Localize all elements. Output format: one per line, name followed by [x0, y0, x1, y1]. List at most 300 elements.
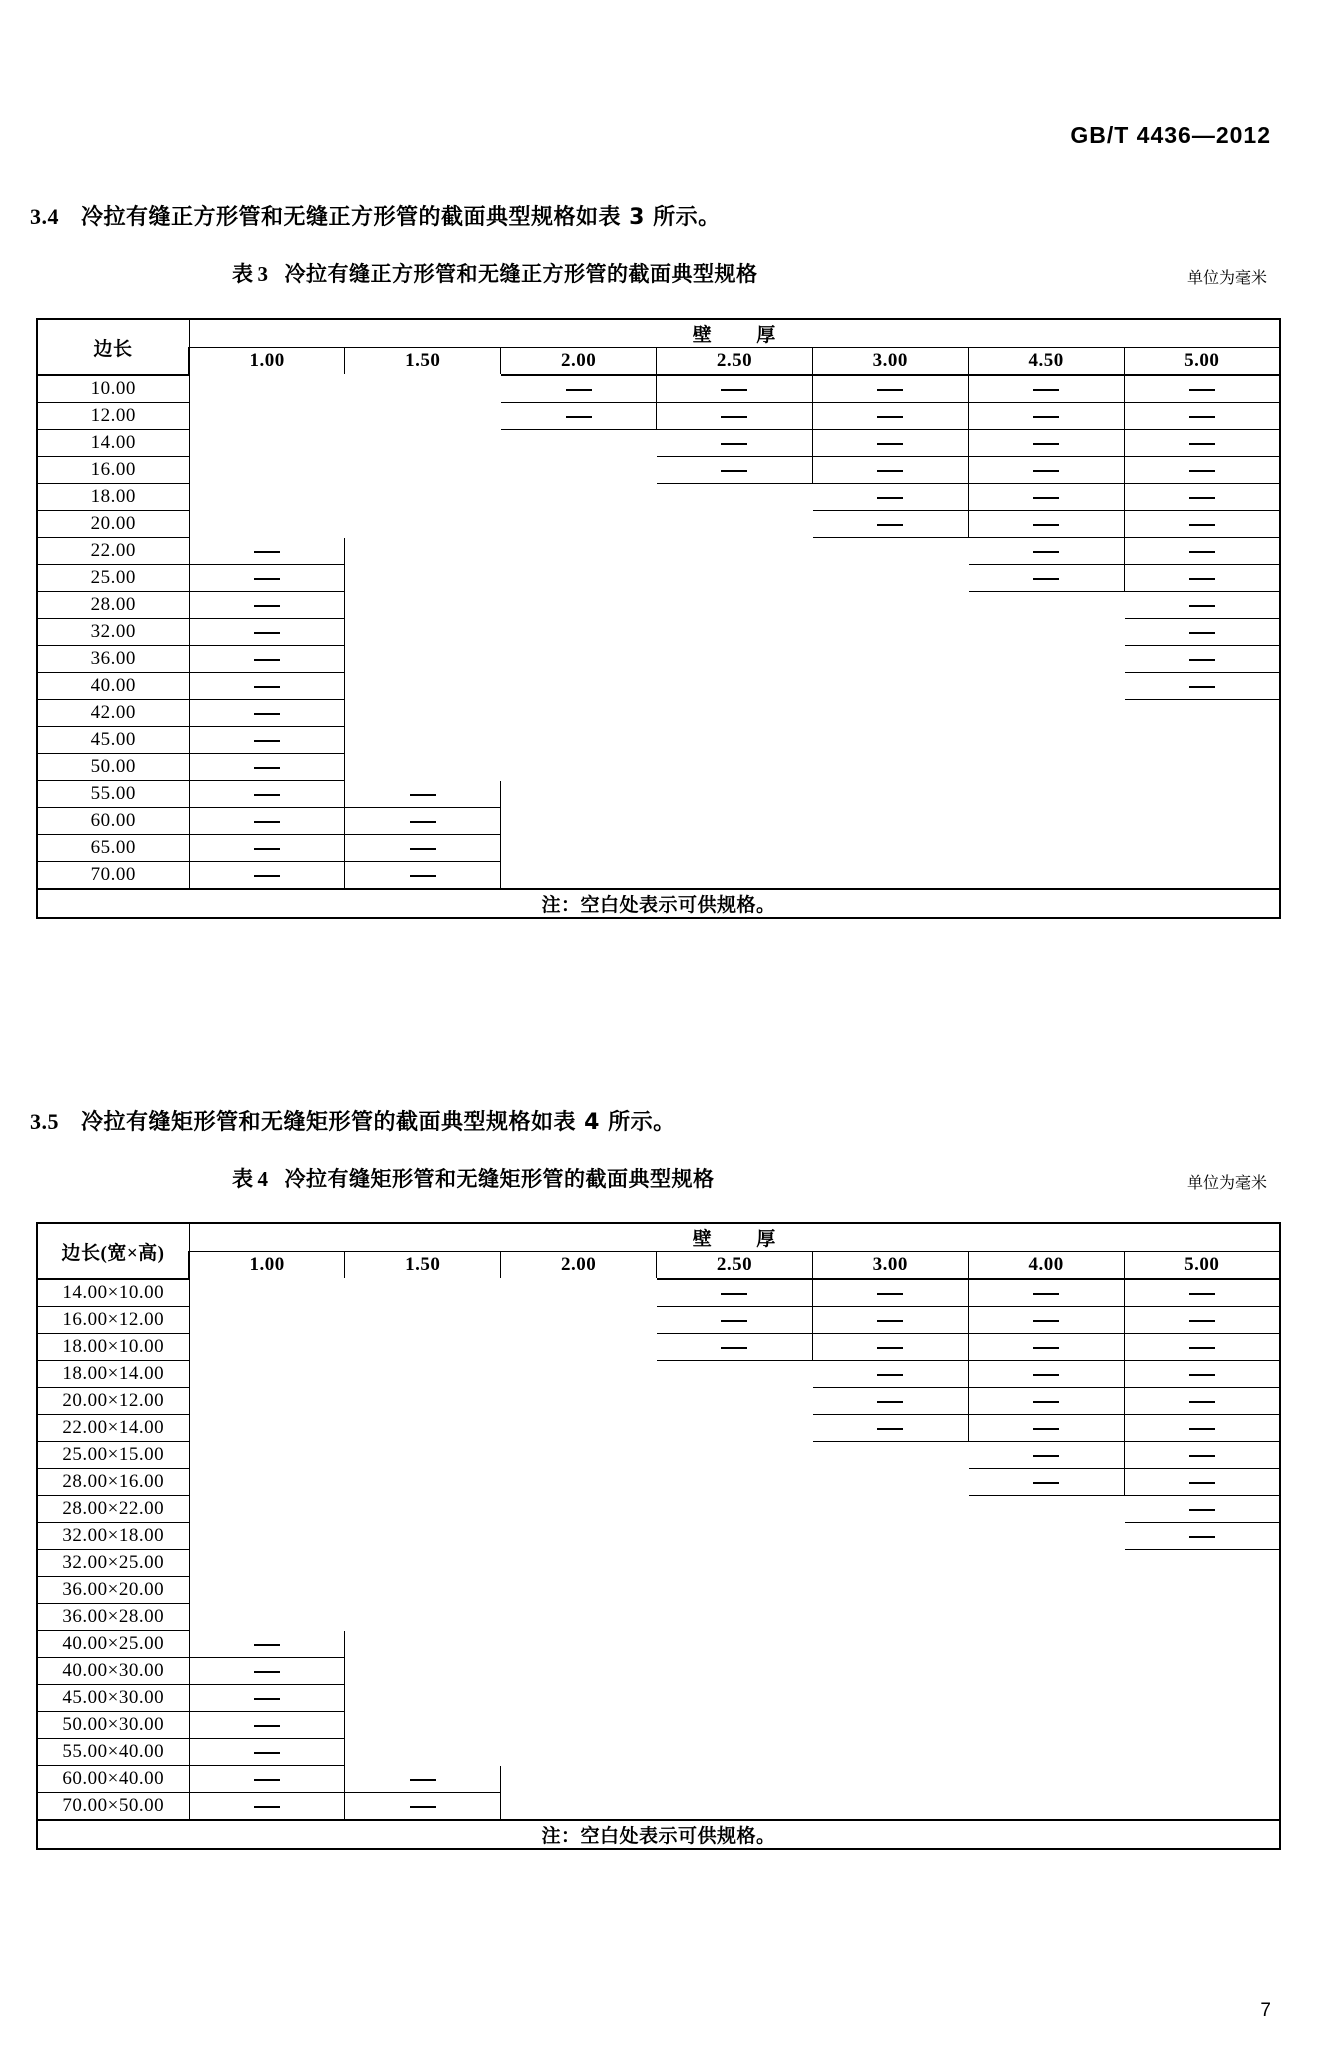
table-3-caption [232, 258, 758, 288]
spec-cell-blank [812, 700, 968, 727]
table-row [37, 403, 1280, 430]
spec-cell-blank [657, 673, 813, 700]
column-header-thickness-1: 1.00 [189, 1252, 345, 1280]
spec-cell-blank [501, 1523, 657, 1550]
spec-cell-available [968, 457, 1124, 484]
spec-cell-blank [345, 1415, 501, 1442]
dash-mark [1033, 416, 1059, 418]
spec-cell-available [812, 430, 968, 457]
spec-cell-blank [657, 781, 813, 808]
spec-cell-available [812, 403, 968, 430]
spec-cell-blank [1124, 1739, 1280, 1766]
row-label: 18.00 [37, 484, 189, 511]
spec-cell-blank [345, 727, 501, 754]
spec-cell-available [1124, 1279, 1280, 1307]
dash-mark [254, 1644, 280, 1646]
table-4-caption-row [36, 1163, 1287, 1193]
dash-mark [254, 1779, 280, 1781]
spec-cell-available [1124, 538, 1280, 565]
spec-cell-available [968, 565, 1124, 592]
spec-cell-available [1124, 375, 1280, 403]
spec-cell-blank [501, 781, 657, 808]
dash-mark [721, 1320, 747, 1322]
table-header-row-group [37, 1223, 1280, 1252]
row-label: 42.00 [37, 700, 189, 727]
spec-cell-blank [657, 808, 813, 835]
dash-mark [410, 821, 436, 823]
spec-cell-blank [189, 1604, 345, 1631]
spec-cell-available [189, 1631, 345, 1658]
spec-cell-blank [812, 835, 968, 862]
table-4-label: 表 [232, 1167, 254, 1191]
dash-mark [254, 1725, 280, 1727]
spec-cell-blank [968, 1766, 1124, 1793]
table-row [37, 1334, 1280, 1361]
table-note-row [37, 889, 1280, 918]
spec-cell-blank [345, 1604, 501, 1631]
column-header-thickness-4: 2.50 [657, 1252, 813, 1280]
spec-cell-available [189, 1766, 345, 1793]
section-heading-3-5 [30, 1105, 676, 1136]
spec-cell-available [1124, 646, 1280, 673]
spec-cell-blank [812, 1550, 968, 1577]
table-row [37, 1550, 1280, 1577]
dash-mark [1033, 470, 1059, 472]
dash-mark [877, 1374, 903, 1376]
dash-mark [566, 389, 592, 391]
spec-cell-available [657, 1307, 813, 1334]
dash-mark [721, 416, 747, 418]
spec-cell-blank [189, 457, 345, 484]
spec-cell-blank [1124, 1685, 1280, 1712]
dash-mark [877, 1293, 903, 1295]
dash-mark [1033, 1482, 1059, 1484]
dash-mark [410, 1779, 436, 1781]
table-header-row-thickness [37, 1252, 1280, 1280]
table-3-unit: 单位为毫米 [1186, 268, 1267, 287]
spec-cell-blank [501, 1334, 657, 1361]
dash-mark [1189, 389, 1215, 391]
table-row [37, 1658, 1280, 1685]
spec-cell-blank [345, 754, 501, 781]
spec-cell-available [189, 862, 345, 890]
column-header-thickness-7: 5.00 [1124, 348, 1280, 376]
table-4-unit: 单位为毫米 [1186, 1173, 1267, 1192]
dash-mark [1189, 1455, 1215, 1457]
column-header-thickness-2: 1.50 [345, 348, 501, 376]
spec-cell-blank [1124, 1712, 1280, 1739]
table-3-title: 冷拉有缝正方形管和无缝正方形管的截面典型规格 [284, 262, 758, 286]
spec-cell-blank [189, 511, 345, 538]
row-label: 18.00×14.00 [37, 1361, 189, 1388]
table-row [37, 1712, 1280, 1739]
dash-mark [1189, 632, 1215, 634]
spec-cell-blank [345, 1712, 501, 1739]
table-row [37, 835, 1280, 862]
spec-cell-available [189, 1739, 345, 1766]
spec-cell-available [1124, 457, 1280, 484]
spec-cell-available [501, 403, 657, 430]
spec-cell-available [968, 1469, 1124, 1496]
spec-cell-blank [657, 484, 813, 511]
page-number: 7 [1260, 2000, 1271, 2021]
spec-cell-blank [501, 1279, 657, 1307]
dash-mark [254, 686, 280, 688]
spec-cell-blank [812, 862, 968, 890]
column-header-wall-thickness: 壁 厚 [189, 319, 1280, 348]
spec-cell-blank [657, 835, 813, 862]
spec-cell-blank [812, 538, 968, 565]
spec-cell-blank [345, 592, 501, 619]
spec-cell-blank [657, 1604, 813, 1631]
table-row [37, 1442, 1280, 1469]
spec-cell-available [812, 484, 968, 511]
spec-cell-available [657, 403, 813, 430]
section-number-3-5: 3.5 [30, 1109, 59, 1134]
dash-mark [254, 821, 280, 823]
spec-cell-available [189, 808, 345, 835]
row-label: 28.00×22.00 [37, 1496, 189, 1523]
spec-cell-blank [345, 484, 501, 511]
row-label: 70.00×50.00 [37, 1793, 189, 1821]
spec-cell-blank [657, 1712, 813, 1739]
spec-cell-blank [1124, 727, 1280, 754]
spec-cell-available [345, 1766, 501, 1793]
table-row [37, 1388, 1280, 1415]
spec-cell-blank [968, 1631, 1124, 1658]
dash-mark [1033, 524, 1059, 526]
spec-cell-blank [657, 1415, 813, 1442]
spec-cell-blank [501, 835, 657, 862]
row-label: 28.00 [37, 592, 189, 619]
spec-cell-available [968, 430, 1124, 457]
spec-cell-available [1124, 619, 1280, 646]
table-row [37, 484, 1280, 511]
spec-cell-blank [345, 565, 501, 592]
spec-cell-blank [345, 1631, 501, 1658]
dash-mark [1189, 1482, 1215, 1484]
spec-cell-blank [968, 1496, 1124, 1523]
spec-cell-available [345, 862, 501, 890]
table-row [37, 700, 1280, 727]
spec-cell-blank [968, 1658, 1124, 1685]
spec-cell-blank [657, 1766, 813, 1793]
spec-cell-available [968, 1442, 1124, 1469]
spec-cell-blank [345, 1442, 501, 1469]
spec-cell-available [189, 700, 345, 727]
table-row [37, 781, 1280, 808]
spec-cell-blank [501, 727, 657, 754]
spec-cell-blank [501, 862, 657, 890]
dash-mark [1033, 578, 1059, 580]
dash-mark [1189, 1536, 1215, 1538]
spec-cell-blank [1124, 1766, 1280, 1793]
row-label: 25.00×15.00 [37, 1442, 189, 1469]
column-header-thickness-4: 2.50 [657, 348, 813, 376]
spec-cell-blank [1124, 1550, 1280, 1577]
row-label: 32.00×18.00 [37, 1523, 189, 1550]
column-header-thickness-6: 4.50 [968, 348, 1124, 376]
spec-cell-blank [189, 1415, 345, 1442]
spec-cell-available [189, 1685, 345, 1712]
table-row [37, 1793, 1280, 1821]
spec-cell-available [812, 511, 968, 538]
table-row [37, 565, 1280, 592]
spec-cell-blank [968, 835, 1124, 862]
spec-cell-blank [501, 484, 657, 511]
dash-mark [877, 497, 903, 499]
spec-cell-available [1124, 1307, 1280, 1334]
row-label: 36.00×20.00 [37, 1577, 189, 1604]
column-header-thickness-3: 2.00 [501, 1252, 657, 1280]
spec-cell-blank [657, 511, 813, 538]
spec-cell-available [189, 727, 345, 754]
dash-mark [877, 1320, 903, 1322]
dash-mark [1189, 1401, 1215, 1403]
dash-mark [254, 632, 280, 634]
spec-cell-available [968, 375, 1124, 403]
dash-mark [254, 740, 280, 742]
dash-mark [1033, 1347, 1059, 1349]
spec-cell-available [189, 835, 345, 862]
spec-cell-blank [812, 754, 968, 781]
table-row [37, 754, 1280, 781]
dash-mark [1189, 659, 1215, 661]
dash-mark [254, 1698, 280, 1700]
spec-cell-blank [657, 1685, 813, 1712]
table-header-row-group [37, 319, 1280, 348]
spec-cell-blank [657, 1631, 813, 1658]
dash-mark [877, 1347, 903, 1349]
table-row [37, 1604, 1280, 1631]
table-row [37, 619, 1280, 646]
spec-cell-blank [657, 1577, 813, 1604]
row-label: 55.00×40.00 [37, 1739, 189, 1766]
spec-cell-blank [1124, 1793, 1280, 1821]
table-row [37, 457, 1280, 484]
dash-mark [566, 416, 592, 418]
spec-cell-blank [345, 1469, 501, 1496]
spec-cell-blank [968, 754, 1124, 781]
dash-mark [1189, 497, 1215, 499]
row-label: 20.00 [37, 511, 189, 538]
spec-cell-blank [968, 727, 1124, 754]
row-label: 16.00×12.00 [37, 1307, 189, 1334]
spec-cell-blank [968, 592, 1124, 619]
column-header-thickness-7: 5.00 [1124, 1252, 1280, 1280]
spec-cell-blank [501, 619, 657, 646]
spec-cell-blank [501, 1658, 657, 1685]
spec-cell-blank [501, 1604, 657, 1631]
row-label: 20.00×12.00 [37, 1388, 189, 1415]
spec-cell-blank [345, 619, 501, 646]
spec-cell-blank [501, 1712, 657, 1739]
dash-mark [410, 1806, 436, 1808]
dash-mark [877, 1401, 903, 1403]
spec-cell-blank [501, 1631, 657, 1658]
table-row [37, 1523, 1280, 1550]
spec-cell-blank [657, 538, 813, 565]
spec-cell-available [1124, 565, 1280, 592]
column-header-wall-thickness: 壁 厚 [189, 1223, 1280, 1252]
spec-cell-blank [189, 1577, 345, 1604]
spec-cell-blank [812, 808, 968, 835]
table-row [37, 1279, 1280, 1307]
spec-cell-available [968, 538, 1124, 565]
row-label: 40.00 [37, 673, 189, 700]
spec-cell-blank [657, 1658, 813, 1685]
spec-cell-blank [345, 1523, 501, 1550]
spec-cell-blank [189, 1361, 345, 1388]
spec-cell-blank [968, 862, 1124, 890]
table-row [37, 1307, 1280, 1334]
row-label: 65.00 [37, 835, 189, 862]
spec-cell-available [501, 375, 657, 403]
dash-mark [1033, 389, 1059, 391]
spec-cell-available [968, 403, 1124, 430]
spec-cell-blank [657, 700, 813, 727]
spec-cell-available [189, 754, 345, 781]
spec-cell-blank [189, 430, 345, 457]
spec-cell-blank [812, 1712, 968, 1739]
section-heading-3-4 [30, 200, 721, 231]
spec-cell-blank [189, 1307, 345, 1334]
dash-mark [877, 524, 903, 526]
dash-mark [254, 1671, 280, 1673]
spec-cell-blank [968, 1577, 1124, 1604]
spec-cell-available [1124, 1334, 1280, 1361]
dash-mark [254, 794, 280, 796]
spec-cell-available [1124, 592, 1280, 619]
spec-cell-blank [812, 619, 968, 646]
row-label: 32.00 [37, 619, 189, 646]
spec-cell-blank [1124, 835, 1280, 862]
spec-cell-available [1124, 403, 1280, 430]
dash-mark [410, 794, 436, 796]
spec-cell-available [812, 1361, 968, 1388]
spec-cell-available [1124, 1523, 1280, 1550]
row-label: 25.00 [37, 565, 189, 592]
table-row [37, 673, 1280, 700]
spec-cell-available [968, 1334, 1124, 1361]
spec-cell-blank [501, 700, 657, 727]
dash-mark [1033, 1293, 1059, 1295]
row-label: 16.00 [37, 457, 189, 484]
dash-mark [1189, 578, 1215, 580]
spec-cell-available [1124, 673, 1280, 700]
spec-cell-blank [812, 781, 968, 808]
spec-cell-blank [968, 1604, 1124, 1631]
dash-mark [721, 389, 747, 391]
dash-mark [1189, 1509, 1215, 1511]
spec-cell-blank [189, 403, 345, 430]
spec-cell-available [189, 1658, 345, 1685]
row-label: 12.00 [37, 403, 189, 430]
spec-cell-available [1124, 1442, 1280, 1469]
dash-mark [254, 875, 280, 877]
dash-mark [721, 470, 747, 472]
spec-cell-blank [501, 511, 657, 538]
spec-cell-blank [657, 619, 813, 646]
spec-cell-blank [812, 1739, 968, 1766]
dash-mark [1189, 470, 1215, 472]
spec-cell-blank [345, 1658, 501, 1685]
section-text-3-5: 冷拉有缝矩形管和无缝矩形管的截面典型规格如表 4 所示。 [81, 1110, 676, 1135]
table-row [37, 1469, 1280, 1496]
row-label: 60.00×40.00 [37, 1766, 189, 1793]
dash-mark [254, 551, 280, 553]
dash-mark [721, 1293, 747, 1295]
spec-cell-available [1124, 484, 1280, 511]
spec-cell-blank [501, 673, 657, 700]
spec-cell-blank [1124, 754, 1280, 781]
dash-mark [254, 767, 280, 769]
spec-cell-blank [657, 862, 813, 890]
spec-cell-blank [501, 1388, 657, 1415]
spec-cell-blank [1124, 1631, 1280, 1658]
spec-cell-blank [968, 1685, 1124, 1712]
spec-cell-blank [812, 1469, 968, 1496]
spec-cell-available [657, 457, 813, 484]
spec-cell-blank [189, 1279, 345, 1307]
table-row [37, 1631, 1280, 1658]
spec-cell-blank [501, 754, 657, 781]
table-4 [36, 1222, 1281, 1850]
spec-cell-blank [812, 592, 968, 619]
spec-cell-blank [189, 1442, 345, 1469]
table-row [37, 1577, 1280, 1604]
spec-cell-blank [968, 700, 1124, 727]
row-label: 10.00 [37, 375, 189, 403]
spec-cell-blank [345, 1496, 501, 1523]
spec-cell-available [345, 808, 501, 835]
dash-mark [877, 1428, 903, 1430]
spec-cell-blank [968, 646, 1124, 673]
spec-cell-available [657, 430, 813, 457]
dash-mark [1033, 443, 1059, 445]
spec-cell-available [1124, 1415, 1280, 1442]
spec-cell-available [189, 538, 345, 565]
table-row [37, 646, 1280, 673]
spec-cell-available [189, 592, 345, 619]
table-4-number: 4 [257, 1167, 269, 1191]
spec-cell-blank [501, 1577, 657, 1604]
spec-cell-blank [657, 1739, 813, 1766]
dash-mark [1189, 1347, 1215, 1349]
spec-cell-blank [501, 430, 657, 457]
table-row [37, 1415, 1280, 1442]
spec-cell-blank [345, 700, 501, 727]
spec-cell-blank [189, 484, 345, 511]
spec-cell-available [189, 619, 345, 646]
column-header-thickness-6: 4.00 [968, 1252, 1124, 1280]
spec-cell-blank [657, 1469, 813, 1496]
dash-mark [1189, 686, 1215, 688]
row-label: 18.00×10.00 [37, 1334, 189, 1361]
row-label: 55.00 [37, 781, 189, 808]
spec-cell-blank [968, 673, 1124, 700]
spec-cell-blank [345, 1307, 501, 1334]
column-header-thickness-5: 3.00 [812, 348, 968, 376]
dash-mark [877, 389, 903, 391]
dash-mark [254, 848, 280, 850]
dash-mark [1189, 443, 1215, 445]
spec-cell-blank [812, 1658, 968, 1685]
spec-cell-blank [657, 1550, 813, 1577]
spec-cell-blank [345, 1685, 501, 1712]
dash-mark [1033, 1374, 1059, 1376]
dash-mark [254, 713, 280, 715]
